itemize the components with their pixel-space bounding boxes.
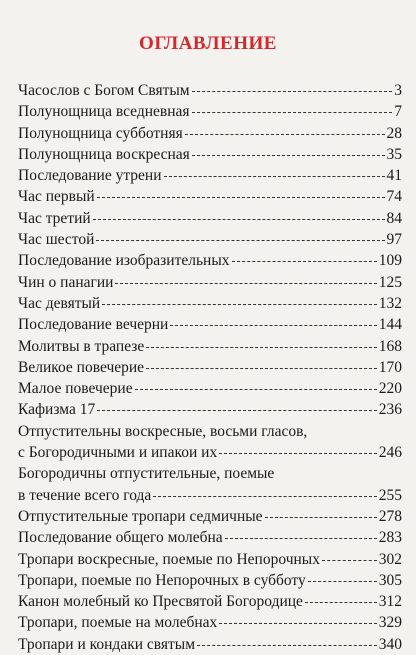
dotted-leader xyxy=(102,303,377,305)
toc-entry xyxy=(18,612,402,633)
toc-entry-line xyxy=(18,442,402,463)
toc-page-number: 41 xyxy=(386,167,402,185)
toc-entry xyxy=(18,250,402,271)
toc-entry xyxy=(18,208,402,229)
toc-page-number: 278 xyxy=(378,507,402,525)
toc-entry xyxy=(18,314,402,335)
toc-entry xyxy=(18,144,402,165)
toc-page-number: 28 xyxy=(386,124,402,142)
toc-entry-line xyxy=(18,378,402,399)
toc-entry-line xyxy=(18,250,402,271)
toc-entry xyxy=(18,549,402,570)
toc-entry-line xyxy=(18,293,402,314)
toc-entry-line xyxy=(18,591,402,612)
toc-page-number: 7 xyxy=(394,103,402,121)
dotted-leader xyxy=(164,175,385,177)
toc-entry xyxy=(18,506,402,527)
toc-page-number: 255 xyxy=(378,486,402,504)
toc-entry xyxy=(18,336,402,357)
toc-entry-title: в течение всего года xyxy=(18,486,152,504)
toc-entry-title: Последование изобразительных xyxy=(18,252,230,270)
toc-page-number: 283 xyxy=(378,529,402,547)
toc-entry-title: Кафизма 17 xyxy=(18,401,96,419)
toc-page-number: 312 xyxy=(378,593,402,611)
toc-page-number: 340 xyxy=(378,635,402,653)
table-of-contents xyxy=(18,80,402,655)
toc-entry-line xyxy=(18,357,402,378)
toc-entry-title: Полунощница субботняя xyxy=(18,124,183,142)
toc-entry xyxy=(18,293,402,314)
toc-entry-line xyxy=(18,485,402,506)
toc-entry-title: Богородичны отпустительные, поемые xyxy=(18,465,275,483)
toc-entry-title: Великое повечерие xyxy=(18,358,145,376)
toc-entry-title: Отпустительные тропари седмичные xyxy=(18,507,263,525)
toc-entry-line xyxy=(18,101,402,122)
toc-entry-title: Малое повечерие xyxy=(18,380,133,398)
toc-entry-title: Последование общего молебна xyxy=(18,529,223,547)
dotted-leader xyxy=(192,154,385,156)
toc-entry-line xyxy=(18,527,402,548)
dotted-leader xyxy=(197,644,377,646)
toc-entry xyxy=(18,591,402,612)
toc-entry xyxy=(18,634,402,655)
toc-entry-line xyxy=(18,549,402,570)
dotted-leader xyxy=(153,495,376,497)
toc-entry-title: Последование вечерни xyxy=(18,316,169,334)
toc-entry-title: Полунощница вседневная xyxy=(18,103,190,121)
toc-entry-title: Часослов с Богом Святым xyxy=(18,82,190,99)
dotted-leader xyxy=(97,196,385,198)
toc-entry-line xyxy=(18,208,402,229)
toc-entry-title: Час первый xyxy=(18,188,95,206)
toc-page-number: 125 xyxy=(378,273,402,291)
toc-entry-line xyxy=(18,506,402,527)
page-title: ОГЛАВЛЕНИЕ xyxy=(139,33,277,54)
dotted-leader xyxy=(170,324,376,326)
toc-entry xyxy=(18,357,402,378)
toc-entry xyxy=(18,421,402,464)
toc-entry-line xyxy=(18,336,402,357)
toc-page-number: 144 xyxy=(378,316,402,334)
toc-entry-line xyxy=(18,80,402,101)
toc-entry-line xyxy=(18,272,402,293)
toc-entry-title: Тропари воскресные, поемые по Непорочных xyxy=(18,550,320,568)
toc-page-number: 170 xyxy=(378,358,402,376)
toc-page-number: 329 xyxy=(378,614,402,632)
dotted-leader xyxy=(146,346,376,348)
toc-entry-title: Час третий xyxy=(18,209,91,227)
toc-entry xyxy=(18,378,402,399)
toc-page-number: 168 xyxy=(378,337,402,355)
dotted-leader xyxy=(192,90,393,92)
toc-entry-title: Тропари и кондаки святым xyxy=(18,635,196,653)
toc-entry-line xyxy=(18,229,402,250)
dotted-leader xyxy=(322,559,377,561)
dotted-leader xyxy=(146,367,377,369)
toc-entry-title: с Богородичными и ипакои их xyxy=(18,444,218,462)
toc-page-number: 97 xyxy=(386,231,402,249)
dotted-leader xyxy=(219,622,376,624)
toc-page-number: 246 xyxy=(378,444,402,462)
toc-page-number: 132 xyxy=(378,294,402,312)
toc-entry-line xyxy=(18,314,402,335)
toc-entry xyxy=(18,399,402,420)
dotted-leader xyxy=(115,282,376,284)
toc-entry-title: Канон молебный ко Пресвятой Богородице xyxy=(18,593,303,611)
toc-page-number: 305 xyxy=(378,571,402,589)
toc-entry-title: Тропари, поемые по Непорочных в субботу xyxy=(18,571,306,589)
toc-entry-line xyxy=(18,634,402,655)
toc-entry-line xyxy=(18,165,402,186)
toc-entry xyxy=(18,527,402,548)
dotted-leader xyxy=(308,580,377,582)
dotted-leader xyxy=(97,409,377,411)
toc-entry-line xyxy=(18,570,402,591)
dotted-leader xyxy=(93,218,385,220)
toc-page-number: 74 xyxy=(386,188,402,206)
toc-entry xyxy=(18,101,402,122)
toc-entry-line xyxy=(18,463,402,484)
toc-entry-title: Последование утрени xyxy=(18,167,162,185)
dotted-leader xyxy=(225,537,377,539)
toc-entry-line xyxy=(18,144,402,165)
toc-entry xyxy=(18,186,402,207)
toc-entry-title: Отпустительны воскресные, восьми гласов, xyxy=(18,422,308,440)
toc-entry-title: Полунощница воскресная xyxy=(18,145,190,163)
toc-page-number: 302 xyxy=(378,550,402,568)
toc-entry xyxy=(18,165,402,186)
toc-entry-line xyxy=(18,399,402,420)
dotted-leader xyxy=(185,133,385,135)
toc-entry xyxy=(18,123,402,144)
toc-entry-line xyxy=(18,123,402,144)
toc-entry-line xyxy=(18,612,402,633)
toc-page-number: 84 xyxy=(386,209,402,227)
toc-entry xyxy=(18,80,402,101)
toc-entry-title: Час шестой xyxy=(18,231,95,249)
toc-entry xyxy=(18,229,402,250)
toc-entry-title: Чин о панагии xyxy=(18,273,114,291)
toc-page-number: 109 xyxy=(378,252,402,270)
toc-entry-title: Тропари, поемые на молебнах xyxy=(18,614,218,632)
dotted-leader xyxy=(192,111,393,113)
toc-entry xyxy=(18,463,402,506)
toc-entry-line xyxy=(18,186,402,207)
toc-entry xyxy=(18,272,402,293)
toc-page-number: 236 xyxy=(378,401,402,419)
dotted-leader xyxy=(305,601,377,603)
toc-entry-title: Молитвы в трапезе xyxy=(18,337,145,355)
toc-page-number: 3 xyxy=(394,82,402,99)
toc-page-number: 35 xyxy=(386,145,402,163)
dotted-leader xyxy=(96,239,384,241)
toc-entry-line xyxy=(18,421,402,442)
dotted-leader xyxy=(219,452,377,454)
dotted-leader xyxy=(265,516,377,518)
dotted-leader xyxy=(135,388,377,390)
dotted-leader xyxy=(232,260,377,262)
toc-page-number: 220 xyxy=(378,380,402,398)
toc-entry-title: Час девятый xyxy=(18,294,101,312)
toc-entry xyxy=(18,570,402,591)
